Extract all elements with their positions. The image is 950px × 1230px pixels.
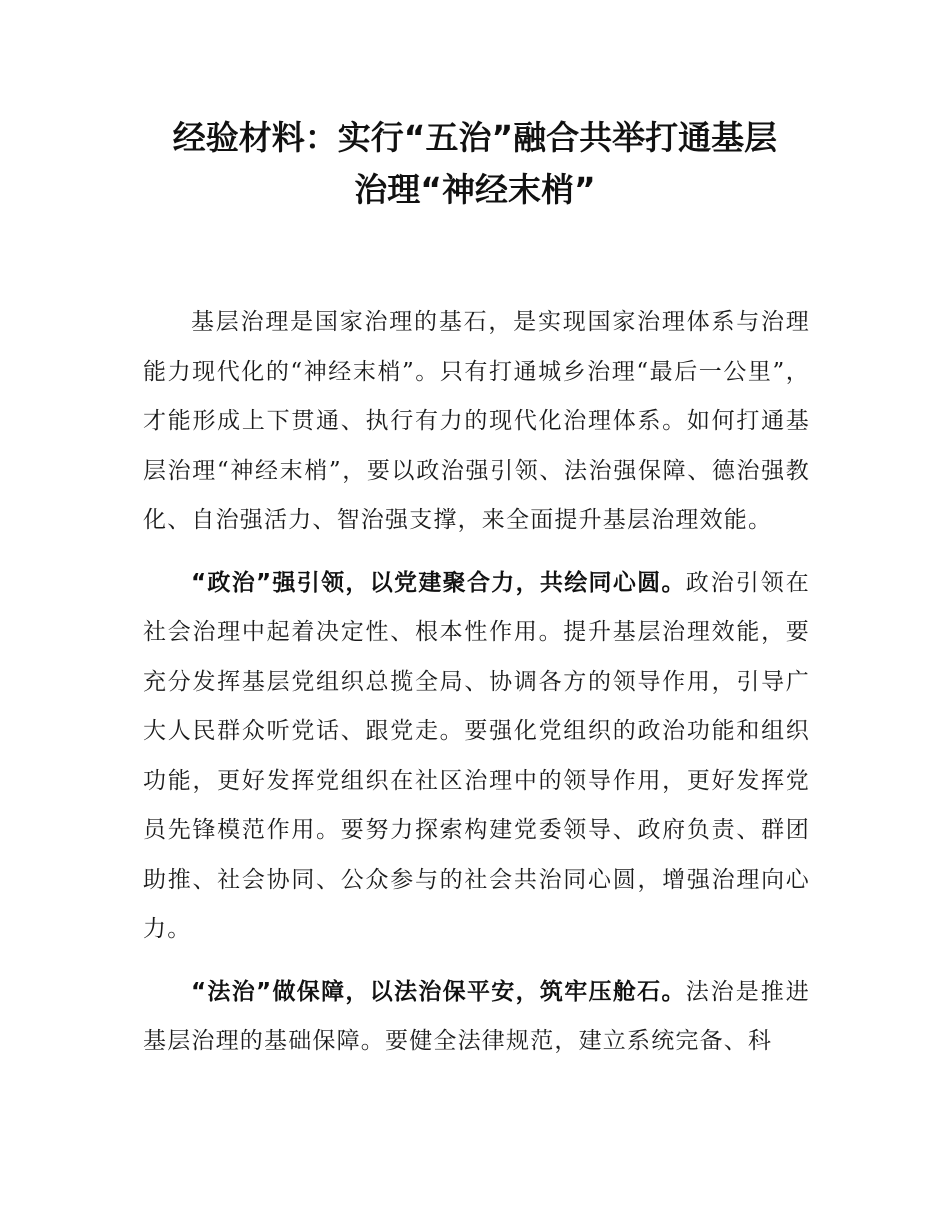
paragraph-intro (143, 298, 810, 546)
paragraph-rule-of-law (143, 968, 810, 1067)
paragraph-text: 基层治理是国家治理的基石，是实现国家治理体系与治理能力现代化的“神经末梢”。只有打通城乡治理“最后一公里”，才能形成上下贯通、执行有力的现代化治理体系。如何打通基层治理“神经末梢”，要以政治强引领、法治强保障、德治强教化、自治强活力、智治强支撑，来全面提升基层治理效能。 (143, 309, 810, 533)
paragraph-text: 政治引领在社会治理中起着决定性、根本性作用。提升基层治理效能，要充分发挥基层党组织总揽全局、协调各方的领导作用，引导广大人民群众听党话、跟党走。要强化党组织的政治功能和组织功能，更好发挥党组织在社区治理中的领导作用，更好发挥党员先锋模范作用。要努力探索构建党委领导、政府负责、群团助推、社会协同、公众参与的社会共治同心圆，增强治理向心力。 (143, 569, 811, 942)
paragraph-lead: “法治”做保障，以法治保平安，筑牢压舱石。 (191, 978, 686, 1005)
document-title (120, 112, 830, 216)
paragraph-text: 法治是推进基层治理的基础保障。要健全法律规范，建立系统完备、科 (143, 978, 811, 1054)
document-body (143, 298, 810, 1080)
title-line-1: 经验材料：实行“五治”融合共举打通基层 (172, 118, 778, 157)
paragraph-politics (143, 559, 810, 955)
title-line-2: 治理“神经末梢” (354, 170, 596, 209)
paragraph-lead: “政治”强引领，以党建聚合力，共绘同心圆。 (191, 569, 686, 596)
